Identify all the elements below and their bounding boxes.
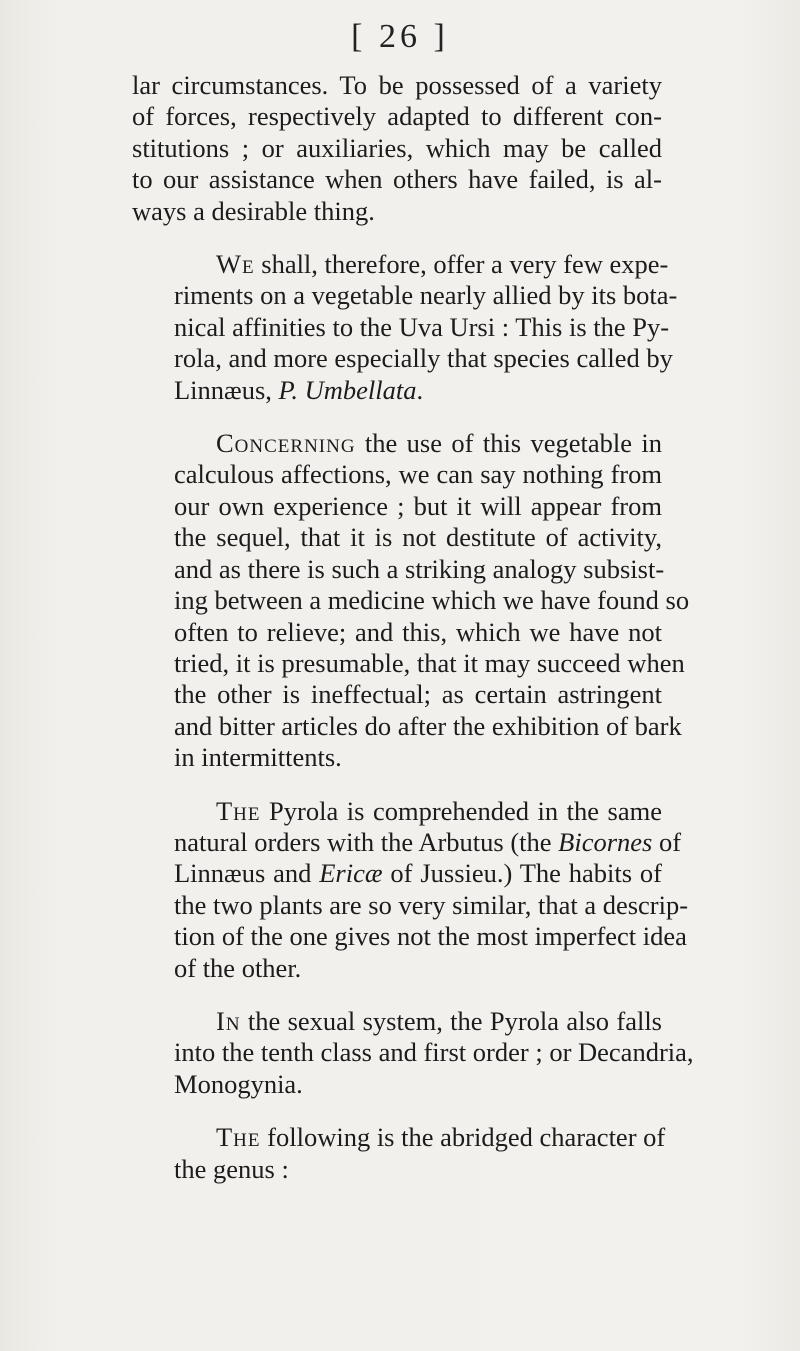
text-run: Linnæus, <box>174 374 279 405</box>
text-line: tion of the one gives not the most imperfect idea <box>174 921 687 952</box>
text-run: following is the abridged character of <box>260 1122 666 1153</box>
text-line: rola, and more especially that species called by <box>174 343 673 374</box>
italic-term: Ericæ <box>319 858 383 889</box>
text-line: ing between a medicine which we have found so <box>174 585 690 616</box>
text-run: of <box>652 826 682 857</box>
text-line <box>132 1006 662 1037</box>
text-line: the other is ineffectual; as certain astringent <box>174 679 662 710</box>
text-line: calculous affections, we can say nothing from <box>174 459 662 490</box>
italic-term: Bicornes <box>558 826 653 857</box>
italic-species-name: P. Umbellata <box>278 374 417 405</box>
paragraph-1 <box>132 70 662 227</box>
text-run: Pyrola is comprehended in the same <box>260 795 662 826</box>
lead-word: In <box>216 1005 241 1036</box>
text-line: riments on a vegetable nearly allied by its bota- <box>174 280 678 311</box>
text-run: Linnæus and <box>174 858 320 889</box>
text-line <box>132 249 669 280</box>
text-line: Monogynia. <box>174 1068 303 1099</box>
paragraph-5 <box>132 1005 694 1100</box>
text-line: in intermittents. <box>174 742 342 773</box>
text-run: of Jussieu.) The habits of <box>382 858 662 889</box>
text-line: into the tenth class and first order ; or Decandria, <box>174 1037 694 1068</box>
text-run: shall, therefore, offer a very few expe- <box>254 249 669 280</box>
text-line: to our assistance when others have failed, is al- <box>132 164 662 195</box>
text-line: and as there is such a striking analogy subsist- <box>174 553 665 584</box>
text-run: natural orders with the Arbutus (the <box>174 826 559 857</box>
text-line: often to relieve; and this, which we have not <box>174 616 662 647</box>
page-number: [ 26 ] <box>351 18 449 55</box>
paragraph-3 <box>132 428 690 773</box>
lead-word: The <box>216 795 261 826</box>
text-line: the two plants are so very similar, that a descrip- <box>174 889 689 920</box>
text-line <box>132 375 662 406</box>
text-line: stitutions ; or auxiliaries, which may be called <box>132 132 662 163</box>
paragraph-2 <box>132 249 678 406</box>
text-line: nical affinities to the Uva Ursi : This is the Py- <box>174 311 670 342</box>
lead-word: We <box>216 249 255 280</box>
text-line: lar circumstances. To be possessed of a variety <box>132 70 662 100</box>
text-line: of the other. <box>174 952 302 983</box>
text-line <box>132 796 662 827</box>
text-run: . <box>416 374 424 405</box>
text-run: the use of this vegetable in <box>355 428 662 459</box>
paragraph-6 <box>132 1122 666 1185</box>
text-line: our own experience ; but it will appear from <box>174 490 662 521</box>
text-line: the genus : <box>174 1153 289 1184</box>
lead-word: The <box>216 1122 261 1153</box>
text-line <box>132 858 662 889</box>
lead-word: Concerning <box>216 428 356 459</box>
text-line: ways a desirable thing. <box>132 195 375 226</box>
text-line <box>132 1122 666 1153</box>
text-line: and bitter articles do after the exhibition of bark <box>174 710 682 741</box>
text-line <box>132 428 662 459</box>
text-line <box>132 826 682 858</box>
paragraph-4 <box>132 795 689 984</box>
text-line: of forces, respectively adapted to different con- <box>132 101 662 132</box>
body-text <box>132 70 694 1185</box>
text-line: the sequel, that it is not destitute of activity, <box>174 522 662 553</box>
text-run: the sexual system, the Pyrola also falls <box>240 1005 662 1036</box>
text-line: tried, it is presumable, that it may succeed when <box>174 647 685 678</box>
